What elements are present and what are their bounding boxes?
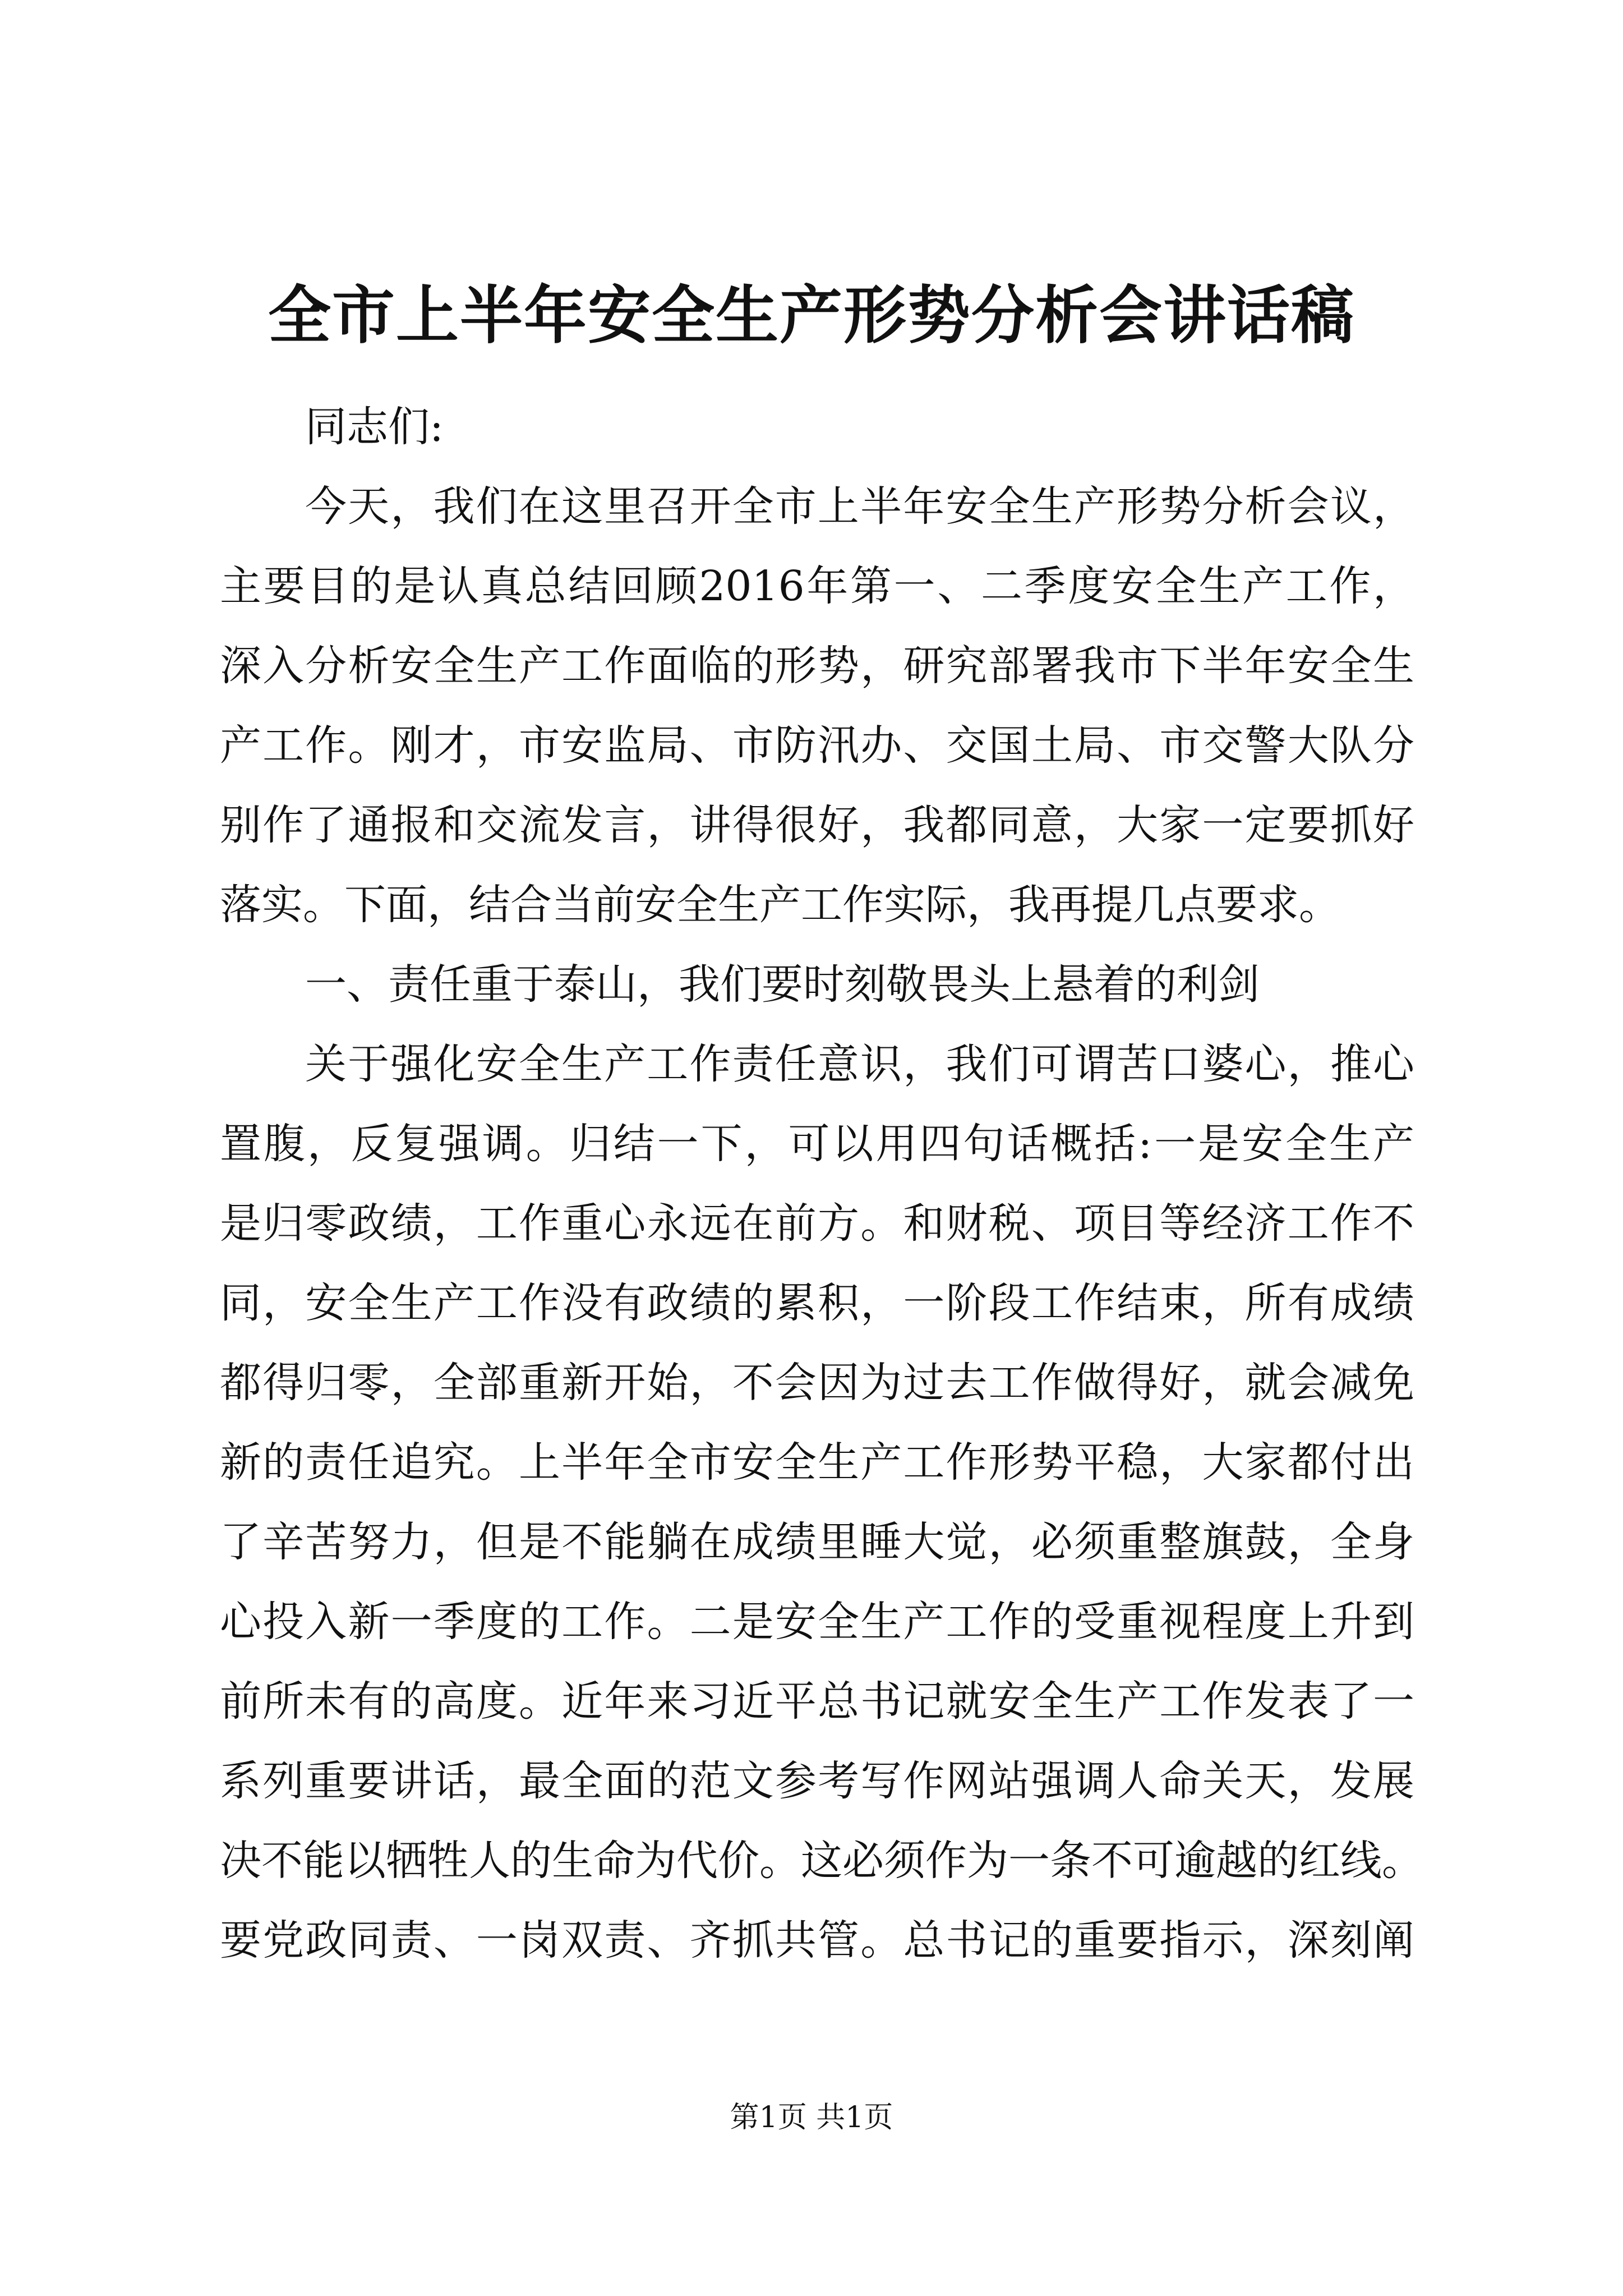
body-line: 产工作。刚才，市安监局、市防汛办、交国土局、市交警大队分 — [220, 721, 1414, 770]
body-line: 同，安全生产工作没有政绩的累积，一阶段工作结束，所有成绩 — [220, 1279, 1414, 1327]
body-line: 今天，我们在这里召开全市上半年安全生产形势分析会议， — [305, 482, 1414, 531]
body-line: 关于强化安全生产工作责任意识，我们可谓苦口婆心，推心 — [305, 1040, 1414, 1088]
document-body — [220, 387, 1423, 1980]
body-line: 了辛苦努力，但是不能躺在成绩里睡大觉，必须重整旗鼓，全身 — [220, 1518, 1414, 1566]
body-line: 决不能以牺牲人的生命为代价。这必须作为一条不可逾越的红线。 — [220, 1837, 1423, 1885]
body-line: 新的责任追究。上半年全市安全生产工作形势平稳，大家都付出 — [220, 1438, 1414, 1487]
section-heading: 一、责任重于泰山，我们要时刻敬畏头上悬着的利剑 — [305, 960, 1260, 1009]
body-line: 心投入新一季度的工作。二是安全生产工作的受重视程度上升到 — [220, 1598, 1414, 1646]
body-line: 落实。下面，结合当前安全生产工作实际，我再提几点要求。 — [220, 881, 1340, 929]
body-line: 深入分析安全生产工作面临的形势，研究部署我市下半年安全生 — [220, 642, 1414, 690]
body-line: 主要目的是认真总结回顾2016年第一、二季度安全生产工作， — [220, 562, 1414, 610]
body-line: 置腹，反复强调。归结一下，可以用四句话概括:一是安全生产 — [220, 1120, 1414, 1168]
body-line: 别作了通报和交流发言，讲得很好，我都同意，大家一定要抓好 — [220, 801, 1414, 849]
body-line: 系列重要讲话，最全面的范文参考写作网站强调人命关天，发展 — [220, 1757, 1414, 1805]
body-line: 要党政同责、一岗双责、齐抓共管。总书记的重要指示，深刻阐 — [220, 1916, 1414, 1964]
document-title: 全市上半年安全生产形势分析会讲话稿 — [268, 279, 1355, 352]
body-line: 前所未有的高度。近年来习近平总书记就安全生产工作发表了一 — [220, 1677, 1414, 1726]
salutation-line: 同志们: — [305, 403, 444, 451]
body-line: 都得归零，全部重新开始，不会因为过去工作做得好，就会减免 — [220, 1359, 1414, 1407]
page-footer: 第1页 共1页 — [730, 2101, 893, 2134]
body-line: 是归零政绩，工作重心永远在前方。和财税、项目等经济工作不 — [220, 1199, 1414, 1248]
